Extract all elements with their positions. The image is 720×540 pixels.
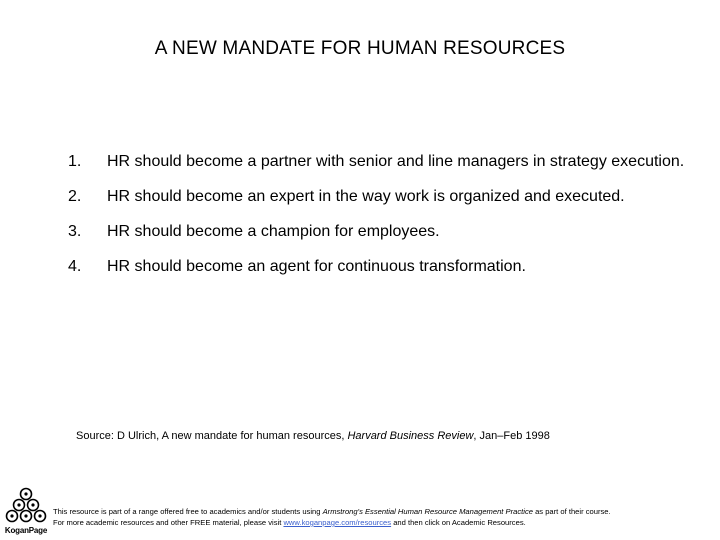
footer-note	[53, 506, 611, 528]
source-prefix: Source: D Ulrich, A new mandate for human resources,	[76, 430, 348, 442]
slide-title: A NEW MANDATE FOR HUMAN RESOURCES	[154, 38, 566, 59]
list-item	[68, 186, 698, 207]
list-item	[68, 151, 698, 172]
kogan-page-logo	[2, 486, 50, 538]
list-item-number: 4.	[68, 258, 82, 275]
mandate-list	[68, 151, 698, 277]
list-item-number: 2.	[68, 188, 82, 205]
list-item-text: HR should become an expert in the way work is organized and executed.	[107, 188, 625, 205]
footer-line2-suffix: and then click on Academic Resources.	[391, 518, 526, 527]
footer-line1-suffix: as part of their course.	[532, 507, 611, 516]
kogan-page-triangle-logo-icon	[2, 486, 50, 526]
footer-line-1	[53, 506, 611, 517]
list-item-number: 1.	[68, 153, 82, 170]
list-item-text: HR should become a partner with senior and line managers in strategy execution.	[107, 153, 685, 170]
footer-line1-prefix: This resource is part of a range offered free to academics and/or students using	[53, 507, 323, 516]
list-item	[68, 256, 698, 277]
source-citation	[76, 430, 550, 442]
list-item-text: HR should become an agent for continuous transformation.	[107, 258, 526, 275]
list-item-number: 3.	[68, 223, 82, 240]
source-suffix: , Jan–Feb 1998	[473, 430, 550, 442]
source-journal: Harvard Business Review	[347, 430, 474, 442]
logo-wordmark: KoganPage	[4, 526, 48, 535]
resources-link[interactable]: www.koganpage.com/resources	[283, 518, 392, 527]
list-item	[68, 221, 698, 242]
list-item-text: HR should become a champion for employees.	[107, 223, 440, 240]
footer-line-2	[53, 517, 611, 528]
footer-line2-prefix: For more academic resources and other FREE material, please visit	[53, 518, 284, 527]
footer-book-title: Armstrong's Essential Human Resource Management Practice	[322, 507, 533, 516]
